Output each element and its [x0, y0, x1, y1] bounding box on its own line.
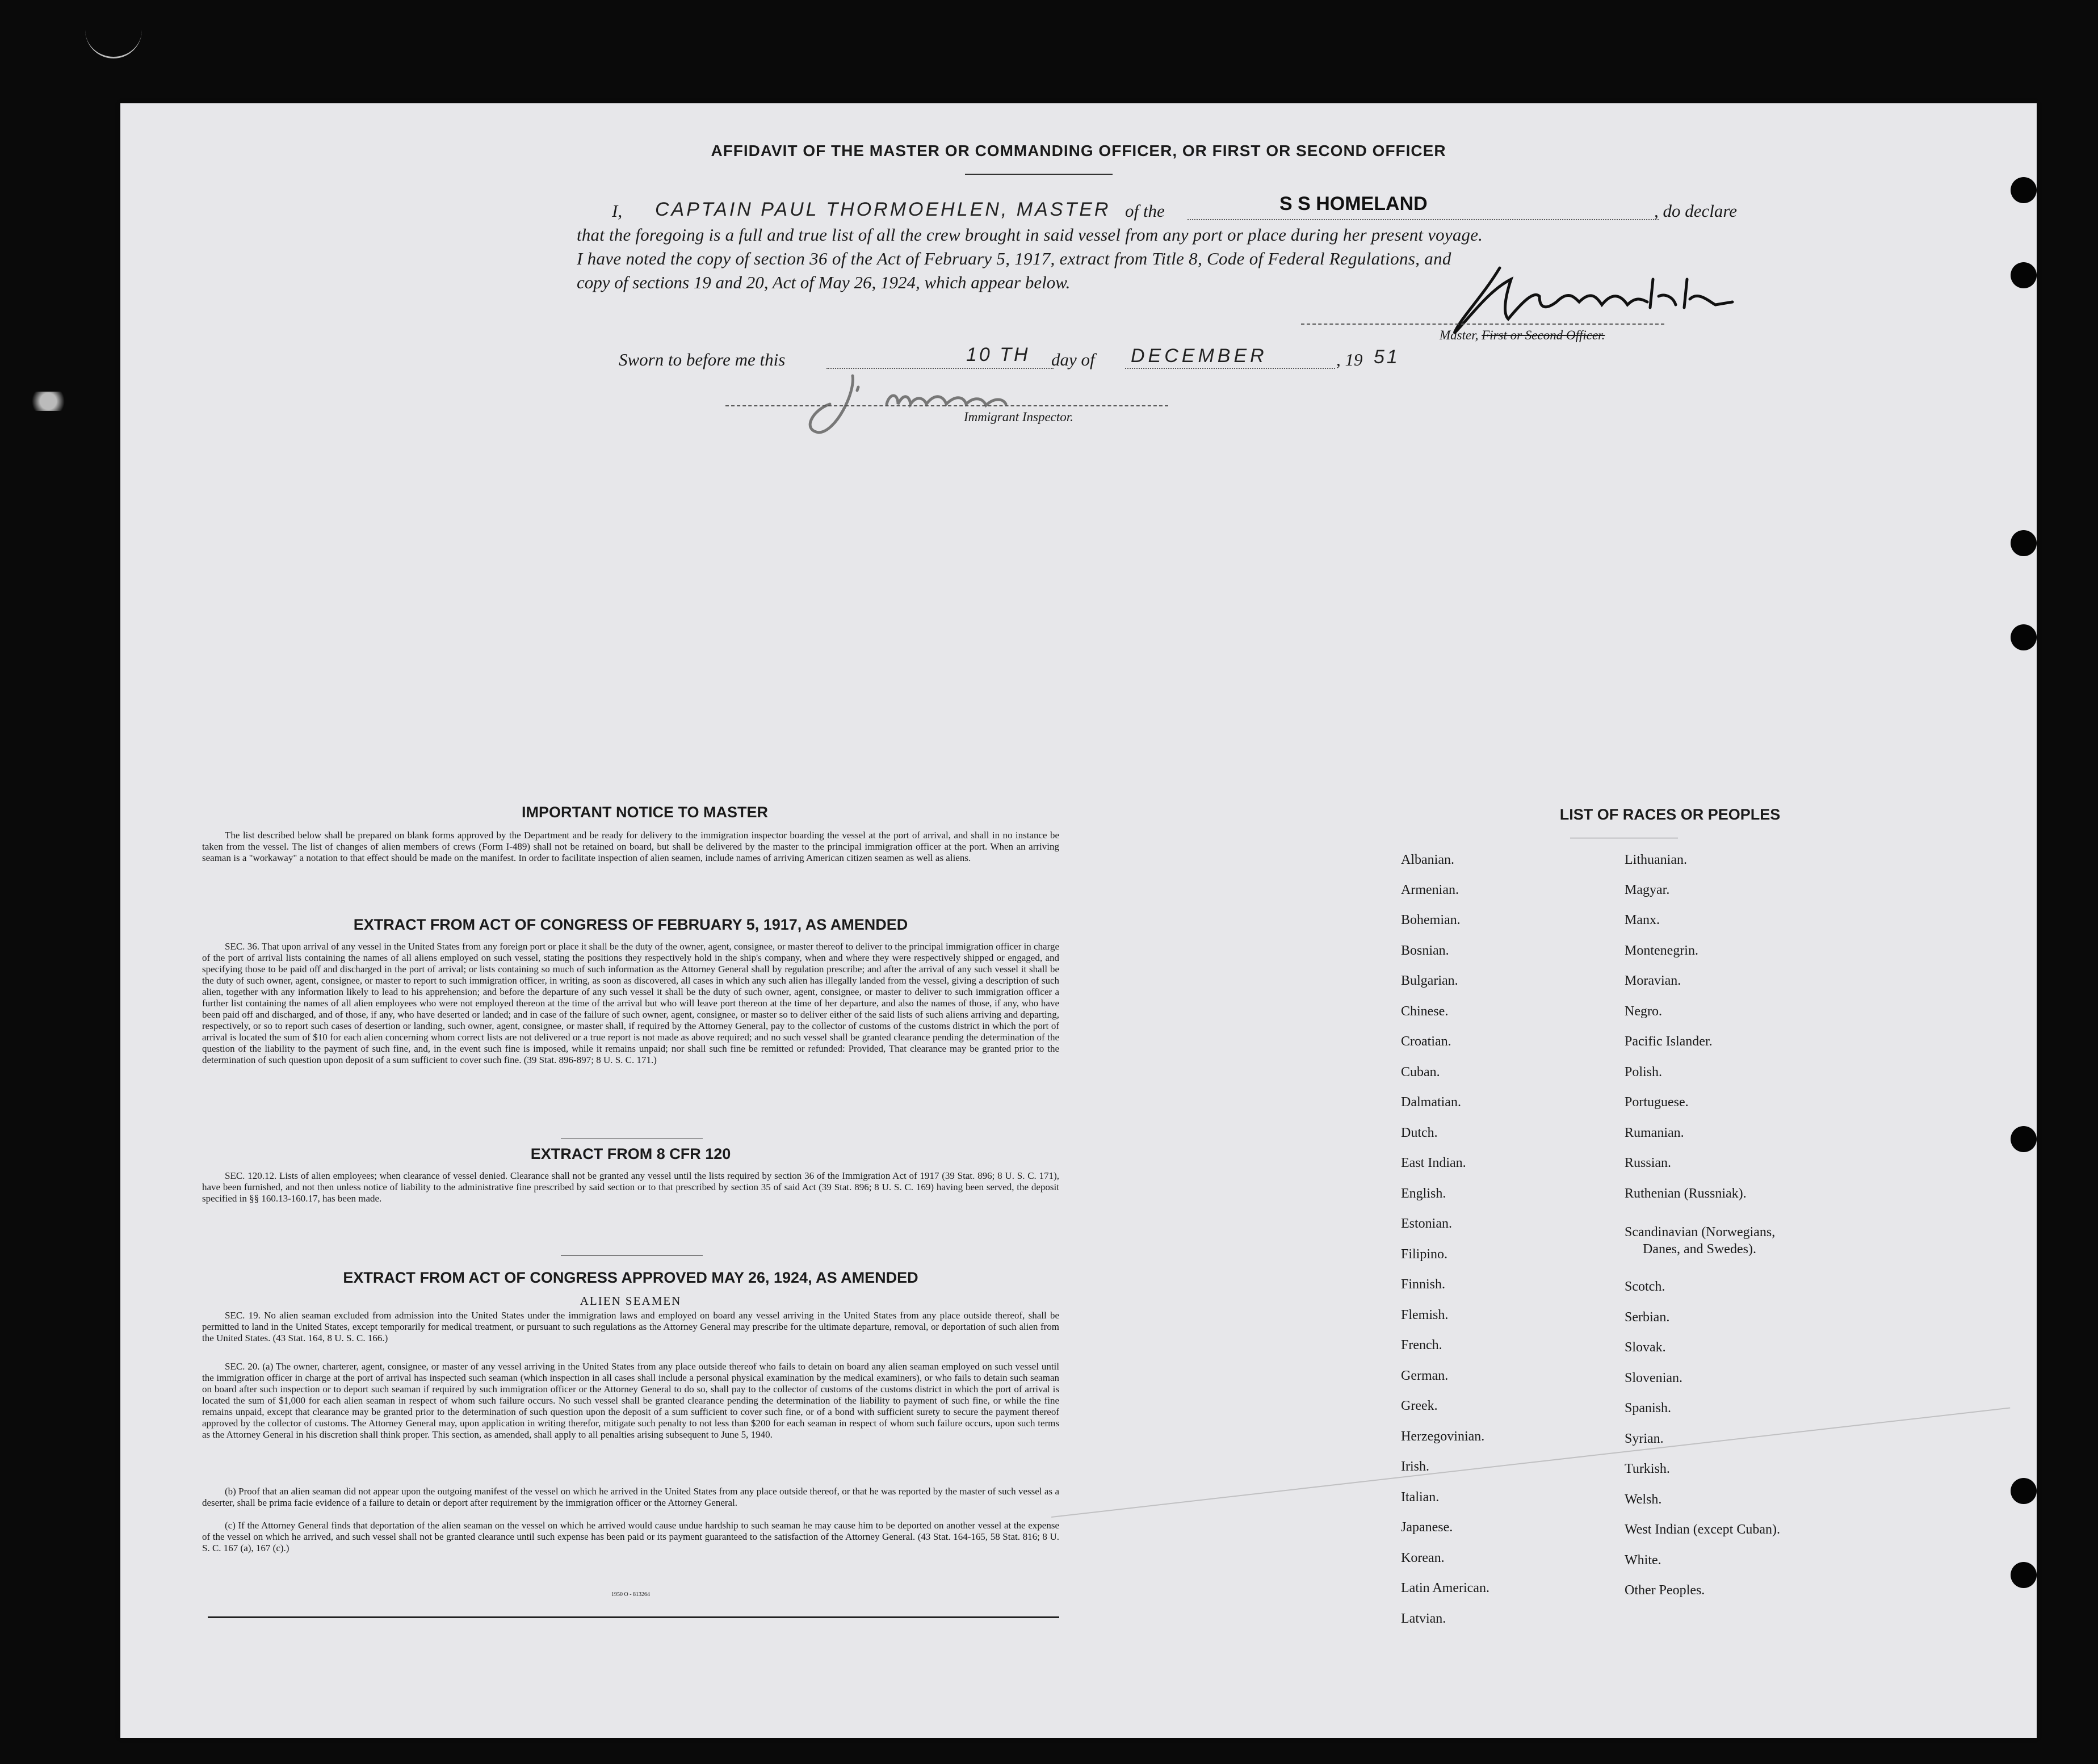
race-item: Scotch. [1625, 1279, 1665, 1294]
affidavit-line-4: copy of sections 19 and 20, Act of May 26, 1924, which appear below. [577, 272, 1071, 292]
race-item: Latin American. [1401, 1581, 1489, 1595]
race-item: Russian. [1625, 1156, 1672, 1170]
document-page [120, 103, 2037, 1738]
race-item: English. [1401, 1186, 1446, 1201]
title-rule [965, 174, 1113, 175]
master-signature-line [1301, 324, 1664, 325]
race-item: Armenian. [1401, 883, 1459, 897]
race-item: Albanian. [1401, 852, 1454, 867]
vessel-line [1188, 219, 1659, 220]
bottom-rule [208, 1616, 1059, 1618]
race-item: Croatian. [1401, 1034, 1451, 1049]
sworn-year-prefix: , 19 [1336, 350, 1363, 369]
race-item: Moravian. [1625, 973, 1681, 988]
race-item: Spanish. [1625, 1401, 1672, 1416]
scan-corner-mark [85, 23, 142, 58]
signer-struck: First or Second Officer. [1482, 328, 1605, 342]
race-item: Other Peoples. [1625, 1583, 1705, 1598]
scan-speck [23, 392, 74, 411]
race-item: Turkish. [1625, 1461, 1670, 1476]
race-item: Manx. [1625, 913, 1660, 927]
race-item: Irish. [1401, 1459, 1429, 1474]
extract-1917-title: EXTRACT FROM ACT OF CONGRESS OF FEBRUARY 5, 1917, AS AMENDED [353, 916, 908, 933]
race-item: Latvian. [1401, 1611, 1446, 1626]
punch-hole [2011, 530, 2037, 556]
race-item: Scandinavian (Norwegians, [1625, 1225, 1776, 1240]
race-item: Flemish. [1401, 1308, 1449, 1322]
race-item: Welsh. [1625, 1492, 1662, 1507]
extract-1917-text: SEC. 36. That upon arrival of any vessel in the United States from any foreign port or place it shall be the duty of the owner, agent, consignee, or master thereof to deliver to the principal immigration officer in charge of the port of arrival lists containing the names of all aliens employed on such vessel, stating the positions they respectively hold in the ship's company, when and where they were respectively shipped or engaged, and specifying those to be paid off and discharged in the port of arrival; or lists containing so much of such information as the Attorney General shall by regulation prescribe; and after the arrival of any such vessel it shall be the duty of such owner, agent, consignee, or master to report to such immigration officer, in writing, as soon as discovered, all cases in which any such alien has illegally landed from the vessel, giving a description of such alien, together with any information likely to lead to his apprehension; and before the departure of any such vessel it shall be the duty of such owner, agent, consignee, or master to deliver to such immigration officer a further list containing the names of all alien employees who were not employed thereon at the time of the arrival but who will leave port thereon at the time of her departure, and also the names of those, if any, who have been paid off and discharged, and of those, if any, who have deserted or landed; and in case of the failure of such owner, agent, consignee, or master so to deliver either of the said lists of such aliens arriving and departing, respectively, or so to report such cases of desertion or landing, such owner, agent, consignee, or master shall, if required by the Attorney General, pay to the collector of customs of the customs district in which the port of arrival is located the sum of $10 for each alien concerning whom correct lists are not delivered or a true report is not made as above required; and no such vessel shall be granted clearance pending the determination of the question of the liability to the payment of such fine, and, in the event such fine is imposed, while it remains unpaid; nor shall such fine be remitted or refunded: Provided, That clearance may be granted prior to the determination of such question upon deposit of a sum sufficient to cover such fine. (39 Stat. 896-897; 8 U. S. C. 171.) [202, 941, 1059, 1065]
race-item: East Indian. [1401, 1156, 1466, 1170]
race-item: Danes, and Swedes). [1643, 1242, 1756, 1257]
extract-cfr-title: EXTRACT FROM 8 CFR 120 [530, 1145, 731, 1162]
race-item: Bohemian. [1401, 913, 1461, 927]
punch-hole [2011, 177, 2037, 203]
races-title: LIST OF RACES OR PEOPLES [1559, 806, 1781, 823]
race-item: Bulgarian. [1401, 973, 1458, 988]
race-item: Magyar. [1625, 883, 1670, 897]
race-item: Greek. [1401, 1398, 1438, 1413]
race-item: Chinese. [1401, 1004, 1449, 1019]
race-item: Ruthenian (Russniak). [1625, 1186, 1747, 1201]
race-item: Montenegrin. [1625, 943, 1698, 958]
divider-rule [561, 1255, 703, 1256]
punch-hole [2011, 1478, 2037, 1504]
affidavit-line-2: that the foregoing is a full and true list of all the crew brought in said vessel from any port or place during her present voyage. [577, 225, 1483, 245]
notice-title: IMPORTANT NOTICE TO MASTER [522, 804, 768, 821]
affidavit-of-the: of the [1125, 201, 1165, 221]
race-item: Serbian. [1625, 1310, 1670, 1325]
race-item: Rumanian. [1625, 1125, 1684, 1140]
race-item: Japanese. [1401, 1520, 1453, 1535]
extract-1924-sec19: SEC. 19. No alien seaman excluded from admission into the United States under the immigration laws and employed on board any vessel arriving in the United States from any place outside thereof, shall be permitted to land in the United States, except temporarily for medical treatment, or pursuant to such regulations as the Attorney General may prescribe for the ultimate departure, removal, or deportation of such alien from the United States. (43 Stat. 164, 8 U. S. C. 166.) [202, 1310, 1059, 1343]
punch-hole [2011, 262, 2037, 288]
race-item: German. [1401, 1368, 1449, 1383]
race-item: Finnish. [1401, 1277, 1446, 1292]
sworn-dayof: day of [1051, 350, 1095, 369]
sworn-year: 51 [1374, 346, 1400, 368]
race-item: Dalmatian. [1401, 1095, 1461, 1110]
race-item: West Indian (except Cuban). [1625, 1522, 1780, 1537]
race-item: Portuguese. [1625, 1095, 1689, 1110]
print-code: 1950 O - 813264 [611, 1591, 651, 1598]
sworn-day: 10 TH [966, 344, 1030, 366]
sworn-prefix: Sworn to before me this [619, 350, 786, 369]
vessel-name: S S HOMELAND [1279, 193, 1428, 215]
inspector-signature [790, 370, 1097, 444]
sworn-month: DECEMBER [1131, 345, 1268, 367]
extract-1924-title: EXTRACT FROM ACT OF CONGRESS APPROVED MAY 26, 1924, AS AMENDED [343, 1269, 918, 1286]
race-item: Lithuanian. [1625, 852, 1687, 867]
extract-1924-subtitle: ALIEN SEAMEN [580, 1294, 682, 1308]
race-item: White. [1625, 1553, 1661, 1568]
race-item: Bosnian. [1401, 943, 1449, 958]
affidavit-title: AFFIDAVIT OF THE MASTER OR COMMANDING OFFICER, OR FIRST OR SECOND OFFICER [711, 142, 1446, 159]
extract-1924-sec20a: SEC. 20. (a) The owner, charterer, agent, consignee, or master of any vessel arriving in the United States from any place outside thereof who fails to detain on board any alien seaman employed on such vessel until the immigration officer in charge at the port of arrival has inspected such seaman (which inspection in all cases shall include a personal physical examination by the medical examiners), or who fails to detain such seaman on board after such inspection or to deport such seaman if required by such immigration officer or the Attorney General to do so, shall pay to the collector of customs of the customs district in which the port of arrival is located the sum of $1,000 for each alien seaman in respect of whom such failure occurs. No such vessel shall be granted clearance pending the determination of the liability to payment of such fine, or while the fine remains unpaid, except that clearance may be granted prior to the determination of such question upon the deposit of a sum sufficient to cover such fine, or of a bond with sufficient surety to secure the payment thereof approved by the collector of customs. The Attorney General may, upon application in writing therefor, mitigate such penalty to not less than $200 for each seaman in respect of whom such failure occurs, upon such terms as the Attorney General in his discretion shall think proper. This section, as amended, shall apply to all penalties arising subsequent to June 5, 1940. [202, 1361, 1059, 1440]
sworn-day-line [826, 368, 1054, 369]
signer-master: Master, [1440, 328, 1479, 342]
race-item: Filipino. [1401, 1247, 1448, 1262]
affidavit-i: I, [612, 201, 623, 221]
punch-hole [2011, 1562, 2037, 1588]
master-name: CAPTAIN PAUL THORMOEHLEN, MASTER [655, 199, 1111, 220]
race-item: Dutch. [1401, 1125, 1438, 1140]
race-item: Negro. [1625, 1004, 1662, 1019]
race-item: Herzegovinian. [1401, 1429, 1485, 1444]
race-item: Korean. [1401, 1551, 1445, 1565]
punch-hole [2011, 1126, 2037, 1152]
affidavit-do-declare: , do declare [1654, 201, 1738, 221]
signer-title [1440, 328, 1605, 343]
affidavit-line-1 [612, 201, 622, 221]
race-item: Italian. [1401, 1490, 1440, 1505]
race-item: Syrian. [1625, 1431, 1664, 1446]
notice-text: The list described below shall be prepared on blank forms approved by the Department and be ready for delivery to the immigration inspector boarding the vessel at the port of arrival, and shall in no instance be taken from the vessel. The list of changes of alien members of crews (Form I-489) shall not be retained on board, but shall be delivered by the master to the principal immigration officer at the port. When an arriving seaman is a "workaway" a notation to that effect should be made on the manifest. In order to facilitate inspection of alien seamen, include names of arriving American citizen seamen as well as aliens. [202, 830, 1059, 863]
race-item: French. [1401, 1338, 1442, 1353]
race-item: Cuban. [1401, 1065, 1440, 1080]
inspector-signature-line [725, 405, 1168, 406]
race-item: Slovak. [1625, 1340, 1666, 1355]
race-item: Polish. [1625, 1065, 1663, 1080]
sworn-month-line [1125, 368, 1335, 369]
race-item: Slovenian. [1625, 1371, 1682, 1385]
inspector-title: Immigrant Inspector. [964, 410, 1073, 424]
paper-scratch [1051, 1408, 2010, 1518]
affidavit-line-3: I have noted the copy of section 36 of the Act of February 5, 1917, extract from Title 8, Code of Federal Regulations, and [577, 249, 1451, 268]
extract-1924-sec20b: (b) Proof that an alien seaman did not appear upon the outgoing manifest of the vessel on which he arrived in the United States from any place outside thereof, or that he was reported by the master of such vessel as a deserter, shall be prima facie evidence of a failure to detain or deport after requirement by the immigration officer or the Attorney General. [202, 1486, 1059, 1508]
punch-hole [2011, 624, 2037, 650]
extract-cfr-text: SEC. 120.12. Lists of alien employees; when clearance of vessel denied. Clearance shall not be granted any vessel until the lists required by section 36 of the Immigration Act of 1917 (39 Stat. 896; 8 U. S. C. 171), have been furnished, and not then unless notice of liability to the administrative fine prescribed by said section or to that prescribed by section 35 of said Act (39 Stat. 896; 8 U. S. C. 169) having been served, the deposit specified in §§ 160.13-160.17, has been made. [202, 1170, 1059, 1204]
race-item: Pacific Islander. [1625, 1034, 1713, 1049]
extract-1924-sec20c: (c) If the Attorney General finds that deportation of the alien seaman on the vessel on which he arrived would cause undue hardship to such seaman he may cause him to be deported on another vessel at the expense of the vessel on which he arrived, and such vessel shall not be granted clearance until such expense has been paid or its payment guaranteed to the satisfaction of the Attorney General. (43 Stat. 164-165, 58 Stat. 816; 8 U. S. C. 167 (a), 167 (c).) [202, 1520, 1059, 1553]
race-item: Estonian. [1401, 1216, 1452, 1231]
